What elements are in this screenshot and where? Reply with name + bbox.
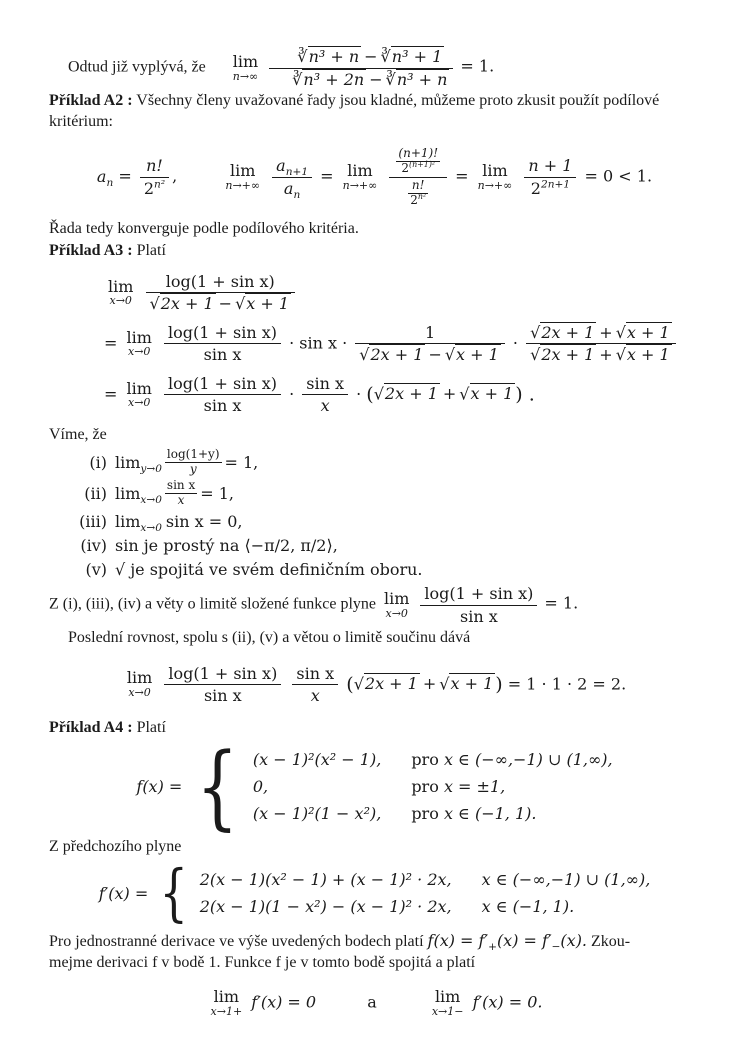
paragraph-text: mejme derivaci f v bodě 1. Funkce f je v tomto bodě spojitá a platí <box>49 953 476 971</box>
fraction <box>146 271 296 315</box>
square-root-sign: √ <box>373 384 384 404</box>
paragraph-text: Pro jednostranné derivace ve výše uvedených bodech platí <box>49 932 424 950</box>
example-a4-heading: Příklad A4 : <box>49 718 133 736</box>
fraction-denominator: $2^{(n+1)^2}$ <box>396 161 440 176</box>
square-root <box>530 344 596 364</box>
radicand: 2x + 1 <box>384 384 438 404</box>
cases-table <box>200 869 651 917</box>
fraction-numerator: log(1 + sin x) <box>168 663 278 683</box>
case-condition <box>411 776 612 797</box>
square-root <box>354 673 420 693</box>
limit-subscript: x→0 <box>109 294 132 308</box>
subscript: − <box>551 940 561 953</box>
square-root-sign: √ <box>615 345 626 365</box>
limit-subscript: x→0 <box>140 522 162 535</box>
product-limit-formula <box>49 663 700 707</box>
subscript: n+1 <box>285 166 309 179</box>
multiplication-term: · sin x · <box>289 333 348 353</box>
fraction-denominator: sin x <box>164 343 281 366</box>
fraction-numerator: log(1+y) <box>166 446 220 461</box>
exponent: n² <box>417 191 427 201</box>
fraction-numerator: n + 1 <box>528 156 573 176</box>
nested-fraction <box>408 179 428 208</box>
radicand: x + 1 <box>626 322 670 342</box>
close-paren: ) . <box>515 383 535 406</box>
limit-subscript: x→0 <box>385 607 408 621</box>
radicand: 2x + 1 <box>541 322 595 342</box>
case-value: 2(x − 1)(x² − 1) + (x − 1)² · 2x, <box>199 870 452 890</box>
radicand: 2x + 1 <box>160 294 214 314</box>
limit-word: $\lim_{x\to 0}$ <box>115 484 162 507</box>
limit-subscript: x→1− <box>431 1004 464 1018</box>
open-paren: ( <box>366 383 374 406</box>
plus-operator: + <box>599 322 613 342</box>
dot-operator: · <box>512 333 519 353</box>
limit-subscript: n→+∞ <box>342 178 378 192</box>
posledni-paragraph: Poslední rovnost, spolu s (ii), (v) a větou o limitě součinu dává <box>68 629 471 647</box>
item-label: (iii) <box>79 512 107 532</box>
limit-operator <box>126 327 152 359</box>
hyphenated-word: Zkou- <box>591 932 631 950</box>
limit-operator <box>210 986 243 1018</box>
subscript: + <box>488 940 497 953</box>
square-root-sign: √ <box>353 674 364 694</box>
list-item <box>49 511 700 535</box>
intro-paragraph <box>49 46 700 90</box>
cube-root-sign: ∛ <box>297 47 308 66</box>
fraction-denominator: sin x <box>164 394 281 417</box>
fraction-denominator: $2^{n^2}$ <box>140 177 169 200</box>
limit-operator <box>127 670 152 698</box>
fraction-numerator: 1 <box>424 322 436 342</box>
limit-operator <box>214 51 259 83</box>
radicand: x + 1 <box>626 345 670 365</box>
limit-subscript: x→0 <box>128 686 151 700</box>
limit-subscript: x→0 <box>127 345 151 359</box>
list-item <box>49 535 700 556</box>
equation-result: = 1 · 1 · 2 = 2. <box>507 674 627 694</box>
inline-math: $f(x) = f'_+(x) = f'_-(x)$. <box>427 930 588 953</box>
vime-intro: Víme, že <box>49 425 107 443</box>
case-condition: x ∈ (−1, 1). <box>481 897 575 917</box>
example-a3-heading: Příklad A3 : <box>49 241 133 259</box>
fraction-denominator: $2^{n^2}$ <box>410 191 427 207</box>
fraction <box>292 663 338 707</box>
item-tail: sin x = 0, <box>165 512 243 532</box>
limit-operator <box>431 986 464 1018</box>
minus-operator: − <box>428 345 442 365</box>
fraction-numerator: log(1 + sin x) <box>168 322 277 342</box>
item-label: (iv) <box>80 536 107 556</box>
limit-word: lim <box>108 276 134 296</box>
square-root-sign: √ <box>530 322 541 342</box>
fraction <box>526 322 676 366</box>
case-condition <box>411 803 612 824</box>
radicand: 2x + 1 <box>370 345 424 365</box>
fraction <box>302 373 348 417</box>
limit-operator <box>126 378 152 410</box>
fraction <box>164 373 281 417</box>
cases-brace: { <box>196 732 239 840</box>
case-condition: x ∈ (−∞,−1) ∪ (1,∞), <box>481 870 651 890</box>
fraction-numerator: n! <box>146 156 163 176</box>
square-root-sign: √ <box>115 560 126 580</box>
example-a2-heading: Příklad A2 : <box>49 92 133 110</box>
limit-subscript: x→0 <box>127 396 151 410</box>
fraction-denominator <box>526 343 676 366</box>
known-facts-list <box>49 448 700 581</box>
equation-line-1 <box>104 271 700 315</box>
equals-sign: = <box>320 166 334 186</box>
list-item <box>49 479 700 508</box>
limit-subscript: n→+∞ <box>477 178 513 192</box>
cube-root-sign: ∛ <box>380 47 391 66</box>
square-root <box>374 383 440 403</box>
minus-operator: − <box>369 69 383 89</box>
intro-text: Odtud již vyplývá, že <box>68 58 206 76</box>
limit-subscript: x→1+ <box>210 1004 243 1018</box>
final-limits-formula <box>49 986 700 1018</box>
dot-operator: · <box>289 384 295 404</box>
nested-fraction <box>396 147 440 176</box>
limit-operator <box>384 591 409 619</box>
fraction <box>165 479 197 508</box>
item-text: je spojitá ve svém definičním oboru. <box>130 560 423 580</box>
limit-subscript: x→0 <box>140 494 162 507</box>
equation-line-3 <box>104 373 700 417</box>
item-text: sin je prostý na ⟨−π/2, π/2⟩, <box>115 536 338 556</box>
fraction-denominator: $2^{2n+1}$ <box>524 177 576 200</box>
radicand: x + 1 <box>470 384 514 404</box>
piecewise-fprime-definition <box>49 855 700 929</box>
condition-expression: x = ±1, <box>443 777 506 797</box>
conjunction: a <box>367 992 377 1012</box>
fraction <box>164 663 281 707</box>
limit-subscript: y→0 <box>140 462 162 475</box>
cube-root-sign: ∛ <box>385 69 396 89</box>
pro-word: pro <box>411 804 439 824</box>
exponent: n² <box>154 178 166 191</box>
example-a2-paragraph <box>49 90 700 132</box>
fraction-numerator: $a_{n+1}$ <box>276 156 309 179</box>
fraction <box>269 46 453 90</box>
limit-expression: f′(x) = 0 <box>251 992 317 1012</box>
limit-operator <box>478 163 513 191</box>
equation-line-2 <box>104 322 700 366</box>
cube-root <box>297 46 361 66</box>
fraction <box>140 155 169 199</box>
case-condition <box>411 749 612 770</box>
equals-sign: = <box>104 384 118 404</box>
function-lhs: f(x) = <box>136 777 183 797</box>
fraction-numerator: sin x <box>306 373 345 393</box>
square-root <box>445 344 501 364</box>
item-tail: = 1, <box>200 484 234 504</box>
limit-word: $\lim_{x\to 0}$ <box>115 512 162 535</box>
cube-root-sign: ∛ <box>292 69 303 89</box>
equals-sign: = <box>118 166 132 186</box>
condition-expression: x ∈ (−∞,−1) ∪ (1,∞), <box>443 750 613 770</box>
z-predchoziho: Z předchozího plyne <box>49 837 182 855</box>
limit-expression: f′(x) = 0. <box>472 992 543 1012</box>
limit-word: lim <box>126 668 153 688</box>
radicand: 2x + 1 <box>364 674 418 694</box>
radicand: n³ + n <box>308 47 360 66</box>
fraction-numerator: sin x <box>166 478 196 493</box>
square-root <box>359 344 425 364</box>
fraction-denominator: sin x <box>420 605 537 628</box>
square-root-sign: √ <box>615 322 626 342</box>
list-item <box>49 559 700 580</box>
limit-word: lim <box>213 986 240 1006</box>
cases-table <box>253 749 613 824</box>
square-root-sign: √ <box>444 345 456 365</box>
composed-limit-paragraph <box>49 583 700 627</box>
limit-word: lim <box>126 378 152 398</box>
radicand: x + 1 <box>246 294 290 314</box>
cases-construct <box>136 732 613 840</box>
fraction <box>524 155 576 199</box>
plus-operator: + <box>422 674 437 694</box>
fraction-denominator: x <box>165 493 197 508</box>
fraction-numerator: log(1 + sin x) <box>424 584 534 604</box>
fraction-denominator <box>355 343 505 366</box>
radicand: 2x + 1 <box>541 345 595 365</box>
fraction-denominator: y <box>165 462 222 477</box>
limit-word: $\lim_{y\to 0}$ <box>115 452 162 475</box>
cube-root <box>292 69 366 89</box>
example-a3-derivation <box>104 271 700 417</box>
pro-word: pro <box>411 750 439 770</box>
limit-subscript: n→∞ <box>232 69 259 83</box>
condition-expression: x ∈ (−1, 1). <box>443 804 537 824</box>
square-root-sign: √ <box>459 384 470 404</box>
cube-root <box>386 69 450 89</box>
fraction-denominator <box>146 292 296 315</box>
limit-subscript: n→+∞ <box>225 178 261 192</box>
limit-operator <box>225 163 260 191</box>
radicand: n³ + 2n <box>303 69 365 89</box>
fraction-denominator: sin x <box>164 684 281 707</box>
square-root-sign: √ <box>439 674 450 694</box>
example-a3-paragraph <box>49 240 700 261</box>
limit-word: lim <box>434 986 461 1006</box>
example-a4-paragraph <box>49 717 700 738</box>
plus-operator: + <box>599 345 613 365</box>
equals-sign: = <box>104 333 118 353</box>
fraction-denominator <box>389 177 447 209</box>
limit-word: lim <box>347 161 373 181</box>
fraction-numerator: log(1 + sin x) <box>165 271 275 291</box>
minus-operator: − <box>218 294 233 314</box>
square-root <box>150 293 216 313</box>
limit-operator <box>343 163 378 191</box>
square-root-sign: √ <box>235 294 246 314</box>
square-root <box>616 344 672 364</box>
cube-root <box>381 46 445 66</box>
paragraph-text: Z (i), (iii), (iv) a věty o limitě složené funkce plyne <box>49 596 376 614</box>
item-label: (i) <box>89 452 107 472</box>
limit-word: lim <box>384 589 410 609</box>
limit-word: lim <box>126 327 152 347</box>
square-root-sign: √ <box>530 345 541 365</box>
equals-sign: = <box>455 166 469 186</box>
fraction <box>420 583 537 627</box>
cases-brace: { <box>159 855 189 929</box>
equation-result: = 1. <box>544 594 579 614</box>
item-tail: = 1, <box>224 452 259 472</box>
fraction-denominator: x <box>302 394 348 417</box>
square-root-sign: √ <box>149 294 160 314</box>
limit-word: lim <box>232 51 259 71</box>
square-root <box>530 322 596 342</box>
function-lhs: f′(x) = <box>98 883 149 903</box>
a2-conclusion: Řada tedy konverguje podle podílového kritéria. <box>49 220 359 238</box>
equation-result: = 1. <box>460 56 495 76</box>
pro-word: pro <box>411 777 439 797</box>
limit-word: lim <box>230 161 256 181</box>
list-item <box>49 448 700 477</box>
fraction <box>165 448 222 477</box>
radicand: x + 1 <box>450 674 494 694</box>
radicand: n³ + n <box>396 69 448 89</box>
item-label: (ii) <box>84 484 107 504</box>
square-root <box>616 322 672 342</box>
limit-word: lim <box>482 161 508 181</box>
sequence-term: $a_n$ <box>96 166 114 190</box>
plus-operator: + <box>442 384 457 404</box>
case-value: (x − 1)²(1 − x²), <box>252 804 382 824</box>
open-paren: ( <box>346 673 354 696</box>
example-a2-formula <box>49 146 700 208</box>
square-root <box>459 383 515 403</box>
item-label: (v) <box>85 560 107 580</box>
subscript: n <box>293 189 301 202</box>
fraction-numerator <box>389 146 447 177</box>
square-root <box>439 673 495 693</box>
square-root <box>235 293 291 313</box>
fraction <box>272 155 312 202</box>
close-paren: ) <box>495 673 503 696</box>
fraction-denominator: x <box>292 684 338 707</box>
example-a2-text: Všechny členy uvažované řady jsou kladné, můžeme proto zkusit použít podílové kritérium: <box>49 92 660 131</box>
fraction-numerator: n! <box>411 177 425 192</box>
fraction-numerator <box>269 46 453 68</box>
fraction-denominator: $a_n$ <box>272 177 312 200</box>
dot-operator: · <box>356 384 362 404</box>
fraction <box>164 322 281 366</box>
square-root-sign: √ <box>359 345 370 365</box>
equation-result: = 0 < 1. <box>584 166 653 186</box>
one-sided-derivatives-paragraph <box>49 930 700 973</box>
fraction-numerator: sin x <box>296 663 335 683</box>
exponent: 2n+1 <box>540 178 571 191</box>
case-value: 2(x − 1)(1 − x²) − (x − 1)² · 2x, <box>199 897 452 917</box>
subscript: n <box>106 177 114 190</box>
exponent: (n+1)² <box>408 160 436 170</box>
radicand: x + 1 <box>456 345 499 365</box>
compound-fraction <box>389 146 447 208</box>
fraction-numerator: log(1 + sin x) <box>168 373 277 393</box>
case-value: (x − 1)²(x² − 1), <box>252 750 382 770</box>
fraction-denominator <box>269 68 453 91</box>
fraction-numerator: (n+1)! <box>398 146 439 161</box>
minus-operator: − <box>364 47 378 66</box>
comma: , <box>172 166 178 186</box>
radicand: n³ + 1 <box>391 47 443 66</box>
example-a3-lead: Platí <box>136 241 166 259</box>
case-value: 0, <box>252 777 269 797</box>
piecewise-f-definition <box>49 732 700 840</box>
cases-construct <box>98 855 651 929</box>
example-a4-lead: Platí <box>136 718 166 736</box>
fraction <box>355 322 505 366</box>
limit-operator <box>108 276 134 308</box>
fraction-numerator <box>526 322 676 344</box>
